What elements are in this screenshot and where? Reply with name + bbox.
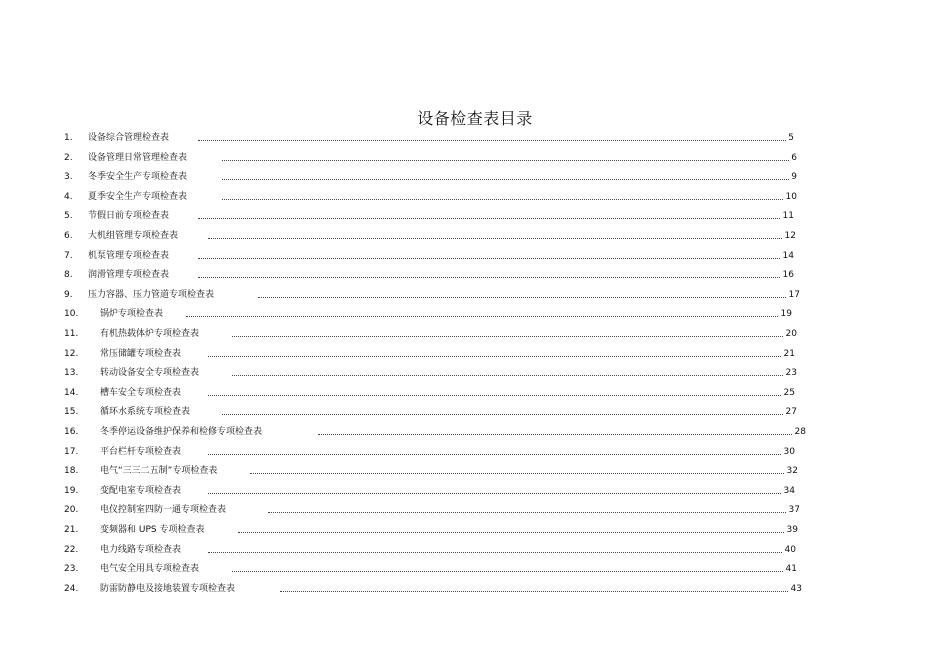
toc-leader-dots: [198, 140, 786, 141]
toc-entry[interactable]: [0, 503, 950, 517]
toc-entry-page: 39: [786, 525, 798, 535]
toc-leader-dots: [208, 238, 782, 239]
toc-leader-dots: [318, 434, 792, 435]
toc-entry-page: 16: [782, 270, 794, 281]
toc-leader-dots: [198, 258, 780, 259]
toc-leader-dots: [208, 552, 782, 553]
toc-entry[interactable]: [0, 170, 950, 184]
toc-entry[interactable]: [0, 445, 950, 459]
toc-entry-label: 电仪控制室四防一通专项检查表: [100, 505, 227, 516]
toc-entry-label: 锅炉专项检查表: [100, 309, 164, 320]
toc-entry-page: 27: [785, 407, 797, 418]
toc-entry[interactable]: [0, 366, 950, 380]
toc-entry-number: 21.: [64, 525, 79, 535]
toc-entry-label: 电气“三三二五制”专项检查表: [100, 466, 218, 477]
toc-entry[interactable]: [0, 582, 950, 596]
toc-entry[interactable]: [0, 464, 950, 478]
toc-entry-number: 17.: [64, 446, 79, 457]
toc-entry-number: 23.: [64, 564, 79, 575]
toc-entry-label: 设备管理日常管理检查表: [88, 152, 188, 163]
toc-entry-label: 冬季安全生产专项检查表: [88, 172, 188, 183]
toc-leader-dots: [186, 316, 778, 317]
page-title: 设备检查表目录: [417, 109, 533, 128]
toc-entry-page: 37: [788, 505, 800, 516]
toc-entry-page: 25: [783, 387, 795, 398]
toc-entry-label: 循环水系统专项检查表: [100, 407, 191, 418]
toc-entry-label: 有机热载体炉专项检查表: [100, 329, 200, 339]
toc-entry-page: 12: [784, 231, 796, 241]
toc-leader-dots: [208, 454, 781, 455]
toc-entry-number: 10.: [64, 309, 79, 320]
toc-entry-page: 19: [780, 309, 792, 320]
toc-entry-label: 变配电室专项检查表: [100, 485, 182, 496]
toc-leader-dots: [208, 395, 781, 396]
toc-entry-number: 1.: [64, 133, 73, 143]
toc-leader-dots: [238, 532, 784, 533]
toc-entry[interactable]: [0, 484, 950, 498]
toc-leader-dots: [258, 297, 786, 298]
toc-entry-number: 16.: [64, 427, 79, 437]
toc-entry-number: 9.: [64, 289, 73, 300]
toc-entry-label: 电力线路专项检查表: [100, 544, 182, 555]
toc-entry[interactable]: [0, 249, 950, 263]
toc-entry-number: 3.: [64, 172, 73, 183]
toc-entry[interactable]: [0, 151, 950, 165]
toc-entry-number: 7.: [64, 250, 73, 261]
toc-entry-number: 14.: [64, 387, 79, 398]
toc-entry-number: 19.: [64, 485, 79, 496]
toc-entry-label: 大机组管理专项检查表: [88, 231, 179, 241]
toc-leader-dots: [222, 199, 783, 200]
toc-entry[interactable]: [0, 425, 950, 439]
toc-entry-number: 11.: [64, 329, 79, 339]
toc-entry-number: 12.: [64, 348, 79, 359]
toc-entry[interactable]: [0, 405, 950, 419]
toc-entry[interactable]: [0, 386, 950, 400]
toc-entry-label: 常压储罐专项检查表: [100, 348, 182, 359]
toc-entry-page: 32: [786, 466, 798, 477]
toc-entry-page: 43: [790, 583, 802, 594]
toc-entry-page: 40: [784, 544, 796, 555]
toc-leader-dots: [232, 571, 783, 572]
toc-entry-label: 润滑管理专项检查表: [88, 270, 170, 281]
toc-entry[interactable]: [0, 229, 950, 243]
toc-entry-page: 5: [788, 133, 794, 143]
toc-entry-number: 15.: [64, 407, 79, 418]
toc-entry-page: 21: [783, 348, 795, 359]
toc-entry-page: 30: [783, 446, 795, 457]
toc-entry-number: 20.: [64, 505, 79, 516]
toc-leader-dots: [268, 512, 786, 513]
toc-entry-number: 2.: [64, 152, 73, 163]
toc-entry-label: 槽车安全专项检查表: [100, 387, 182, 398]
toc-entry-number: 8.: [64, 270, 73, 281]
toc-entry[interactable]: [0, 209, 950, 223]
toc-leader-dots: [208, 493, 781, 494]
toc-entry[interactable]: [0, 327, 950, 341]
toc-entry-number: 5.: [64, 211, 73, 222]
toc-entry-label: 设备综合管理检查表: [88, 133, 170, 143]
toc-entry-page: 34: [783, 485, 795, 496]
toc-entry-page: 9: [791, 172, 797, 183]
toc-entry-number: 24.: [64, 583, 79, 594]
toc-entry-page: 6: [791, 152, 797, 163]
toc-leader-dots: [280, 591, 788, 592]
toc-entry-page: 10: [785, 191, 797, 202]
toc-entry[interactable]: [0, 347, 950, 361]
toc-leader-dots: [198, 277, 780, 278]
toc-entry-label: 节假日前专项检查表: [88, 211, 170, 222]
toc-entry[interactable]: [0, 562, 950, 576]
toc-leader-dots: [222, 160, 789, 161]
toc-entry[interactable]: [0, 543, 950, 557]
toc-leader-dots: [232, 336, 783, 337]
toc-entry-label: 转动设备安全专项检查表: [100, 368, 200, 379]
toc-entry[interactable]: [0, 268, 950, 282]
toc-entry-page: 14: [782, 250, 794, 261]
toc-entry-number: 13.: [64, 368, 79, 379]
toc-entry-label: 机泵管理专项检查表: [88, 250, 170, 261]
toc-entry[interactable]: [0, 288, 950, 302]
toc-entry-page: 20: [785, 329, 797, 339]
toc-entry-number: 22.: [64, 544, 79, 555]
toc-entry-page: 41: [785, 564, 797, 575]
toc-entry-label: 变频器和 UPS 专项检查表: [100, 525, 205, 535]
toc-leader-dots: [198, 218, 780, 219]
toc-entry-number: 4.: [64, 191, 73, 202]
toc-entry[interactable]: [0, 131, 950, 145]
toc-entry[interactable]: [0, 190, 950, 204]
toc-entry-label: 压力容器、压力管道专项检查表: [88, 289, 215, 300]
toc-leader-dots: [222, 414, 783, 415]
toc-entry-page: 11: [782, 211, 794, 222]
toc-entry[interactable]: [0, 307, 950, 321]
toc-leader-dots: [250, 473, 784, 474]
toc-leader-dots: [208, 356, 781, 357]
toc-entry-page: 28: [794, 427, 806, 437]
toc-entry-label: 电气安全用具专项检查表: [100, 564, 200, 575]
toc-entry-label: 夏季安全生产专项检查表: [88, 191, 188, 202]
toc-entry-label: 防雷防静电及接地装置专项检查表: [100, 583, 236, 594]
toc-leader-dots: [222, 179, 789, 180]
toc-entry-number: 18.: [64, 466, 79, 477]
toc-entry-label: 平台栏杆专项检查表: [100, 446, 182, 457]
toc-entry-page: 17: [788, 289, 800, 300]
toc-entry[interactable]: [0, 523, 950, 537]
toc-entry-number: 6.: [64, 231, 73, 241]
toc-entry-label: 冬季停运设备维护保养和检修专项检查表: [100, 427, 263, 437]
toc-leader-dots: [232, 375, 783, 376]
toc-entry-page: 23: [785, 368, 797, 379]
